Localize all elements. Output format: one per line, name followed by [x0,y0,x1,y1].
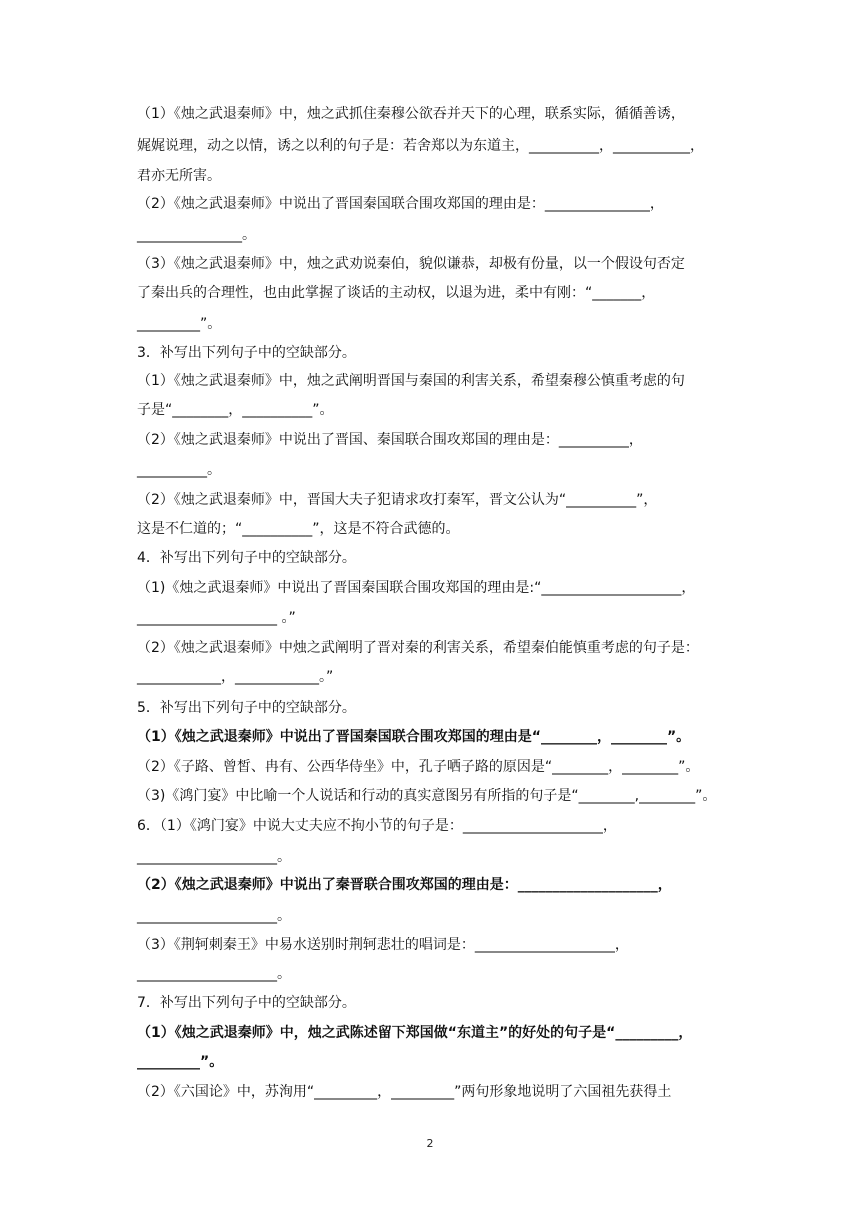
text-line: ____________________。 [137,849,291,865]
text-line: ____________________。 [137,908,291,924]
text-line: 娓娓说理，动之以情，诱之以利的句子是：若舍郑以为东道主，__________，___________， [137,138,704,154]
text-line: ____________，____________。” [137,669,334,685]
question-heading: 5．补写出下列句子中的空缺部分。 [137,700,356,716]
text-line: （3）《烛之武退秦师》中，烛之武劝说秦伯，貌似谦恭，却极有份量，以一个假设句否定 [137,256,685,272]
question-heading: 7．补写出下列句子中的空缺部分。 [137,995,356,1011]
text-line: 这是不仁道的；“__________”，这是不符合武德的。 [137,521,460,537]
text-line: 6．（1）《鸿门宴》中说大丈夫应不拘小节的句子是：____________________， [137,818,617,834]
text-line: （3）《荆轲刺秦王》中易水送别时荆轲悲壮的唱词是：____________________， [137,937,629,953]
text-line: 了秦出兵的合理性，也由此掌握了谈话的主动权，以退为进，柔中有刚：“_______， [137,285,656,301]
question-heading: 4．补写出下列句子中的空缺部分。 [137,550,356,566]
text-line: _________”。 [137,1054,224,1070]
text-line: （2）《烛之武退秦师》中说出了晋国秦国联合围攻郑国的理由是：_______________， [137,196,664,212]
text-line: 子是“________，__________”。 [137,402,334,418]
page-number: 2 [426,1137,434,1150]
text-line: （2）《烛之武退秦师》中烛之武阐明了晋对秦的利害关系，希望秦伯能慎重考虑的句子是： [137,640,699,656]
text-line: ____________________。 [137,966,291,982]
text-line: （1）《烛之武退秦师》中，烛之武抓住秦穆公欲吞并天下的心理，联系实际，循循善诱， [137,106,685,122]
question-heading: 3．补写出下列句子中的空缺部分。 [137,345,356,361]
text-line: _________”。 [137,316,222,332]
text-line: （2）《烛之武退秦师》中说出了晋国、秦国联合围攻郑国的理由是：__________， [137,432,643,448]
text-line: 君亦无所害。 [137,168,221,184]
text-line: ____________________ 。” [137,610,296,626]
text-line: （2）《六国论》中，苏洵用“_________，_________”两句形象地说明了六国祖先获得土 [137,1084,672,1100]
text-line: （1）《烛之武退秦师》中，烛之武阐明晋国与秦国的利害关系，希望秦穆公慎重考虑的句 [137,373,685,389]
text-line: （2）《子路、曾皙、冉有、公西华侍坐》中，孔子哂子路的原因是“________，________”。 [137,759,700,775]
text-line: _______________。 [137,227,256,243]
text-line: （1）《烛之武退秦师》中，烛之武陈述留下郑国做“东道主”的好处的句子是“_________， [137,1025,693,1041]
text-line: （2）《烛之武退秦师》中说出了秦晋联合围攻郑国的理由是：____________________， [137,877,672,893]
text-line: （2）《烛之武退秦师》中，晋国大夫子犯请求攻打秦军，晋文公认为“__________”， [137,492,658,508]
text-line: __________。 [137,462,221,478]
text-line: （1)《烛之武退秦师》中说出了晋国秦国联合围攻郑国的理由是:“____________________， [137,580,696,596]
text-line: （1）《烛之武退秦师》中说出了晋国秦国联合围攻郑国的理由是“________，________”。 [137,729,691,745]
text-line: （3)《鸿门宴》中比喻一个人说话和行动的真实意图另有所指的句子是“________,________”。 [137,788,717,804]
